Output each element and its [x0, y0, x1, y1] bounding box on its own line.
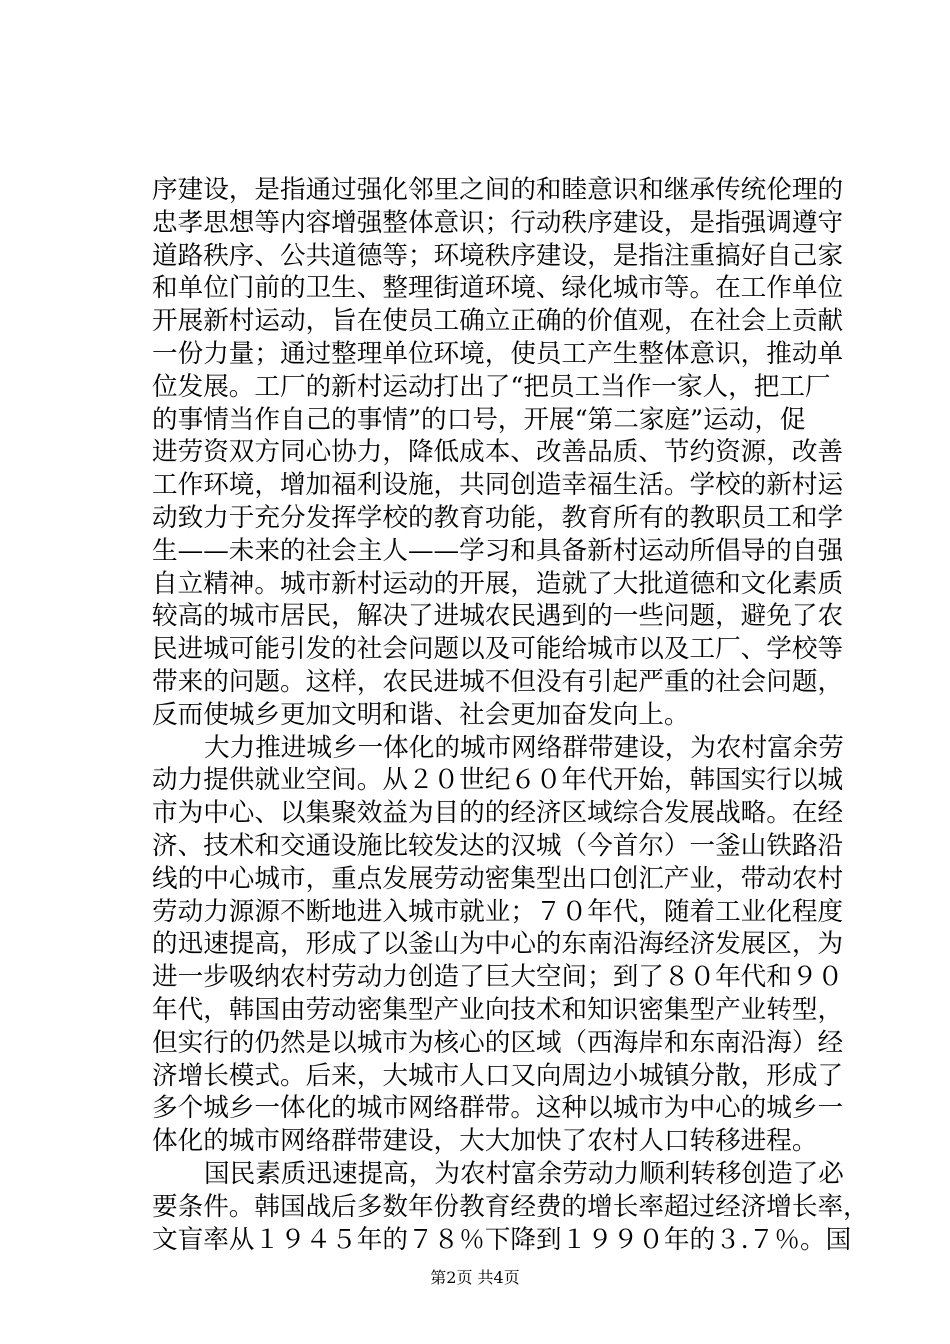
text-line: 开展新村运动，旨在使员工确立正确的价值观，在社会上贡献 — [152, 306, 844, 337]
text-line: 动致力于充分发挥学校的教育功能，教育所有的教职员工和学 — [152, 502, 844, 533]
text-line: 济增长模式。后来，大城市人口又向周边小城镇分散，形成了 — [152, 1060, 844, 1091]
text-line: 较高的城市居民，解决了进城农民遇到的一些问题，避免了农 — [152, 601, 844, 632]
text-line: 的迅速提高，形成了以釜山为中心的东南沿海经济发展区，为 — [152, 929, 844, 960]
paragraph-2 — [152, 732, 844, 1158]
text-line: 但实行的仍然是以城市为核心的区域（西海岸和东南沿海）经 — [152, 1027, 844, 1058]
text-line: 忠孝思想等内容增强整体意识；行动秩序建设，是指强调遵守 — [152, 207, 844, 238]
text-line: 序建设，是指通过强化邻里之间的和睦意识和继承传统伦理的 — [152, 175, 844, 205]
text-line: 多个城乡一体化的城市网络群带。这种以城市为中心的城乡一 — [152, 1093, 844, 1124]
text-line: 进劳资双方同心协力，降低成本、改善品质、节约资源，改善 — [152, 437, 844, 468]
text-line: 动力提供就业空间。从２０世纪６０年代开始，韩国实行以城 — [152, 765, 844, 796]
paragraph-1 — [152, 174, 844, 732]
text-line: 带来的问题。这样，农民进城不但没有引起严重的社会问题， — [152, 666, 844, 697]
text-line: 民进城可能引发的社会问题以及可能给城市以及工厂、学校等 — [152, 634, 844, 665]
text-line: 位发展。工厂的新村运动打出了“把员工当作一家人，把工厂 — [152, 371, 831, 402]
text-line: 一份力量；通过整理单位环境，使员工产生整体意识，推动单 — [152, 338, 844, 369]
text-line: 自立精神。城市新村运动的开展，造就了大批道德和文化素质 — [152, 568, 844, 599]
text-line: 劳动力源源不断地进入城市就业；７０年代，随着工业化程度 — [152, 896, 844, 927]
page-number-footer: 第2页 共4页 — [430, 1268, 520, 1287]
document-body — [152, 174, 869, 1256]
text-line: 市为中心、以集聚效益为目的的经济区域综合发展战略。在经 — [152, 798, 844, 829]
text-line: 生——未来的社会主人——学习和具备新村运动所倡导的自强 — [152, 535, 844, 566]
text-line: 进一步吸纳农村劳动力创造了巨大空间；到了８０年代和９０ — [152, 962, 844, 993]
text-line: 和单位门前的卫生、整理街道环境、绿化城市等。在工作单位 — [152, 273, 844, 304]
text-line: 工作环境，增加福利设施，共同创造幸福生活。学校的新村运 — [152, 470, 844, 501]
paragraph-3 — [152, 1158, 869, 1256]
text-line: 线的中心城市，重点发展劳动密集型出口创汇产业，带动农村 — [152, 863, 844, 894]
text-line: 的事情当作自己的事情”的口号，开展“第二家庭”运动，促 — [152, 404, 806, 435]
text-line: 年代，韩国由劳动密集型产业向技术和知识密集型产业转型， — [152, 994, 844, 1025]
text-line: 要条件。韩国战后多数年份教育经费的增长率超过经济增长率， — [152, 1191, 869, 1222]
text-line: 反而使城乡更加文明和谐、社会更加奋发向上。 — [152, 699, 690, 730]
text-line: 道路秩序、公共道德等；环境秩序建设，是指注重搞好自己家 — [152, 240, 844, 271]
text-line: 大力推进城乡一体化的城市网络群带建设，为农村富余劳 — [204, 732, 844, 763]
text-line: 文盲率从１９４５年的７８％下降到１９９０年的３.７％。国 — [152, 1224, 852, 1255]
text-line: 济、技术和交通设施比较发达的汉城（今首尔）一釜山铁路沿 — [152, 830, 844, 861]
text-line: 体化的城市网络群带建设，大大加快了农村人口转移进程。 — [152, 1126, 818, 1157]
text-line: 国民素质迅速提高，为农村富余劳动力顺利转移创造了必 — [204, 1158, 844, 1189]
